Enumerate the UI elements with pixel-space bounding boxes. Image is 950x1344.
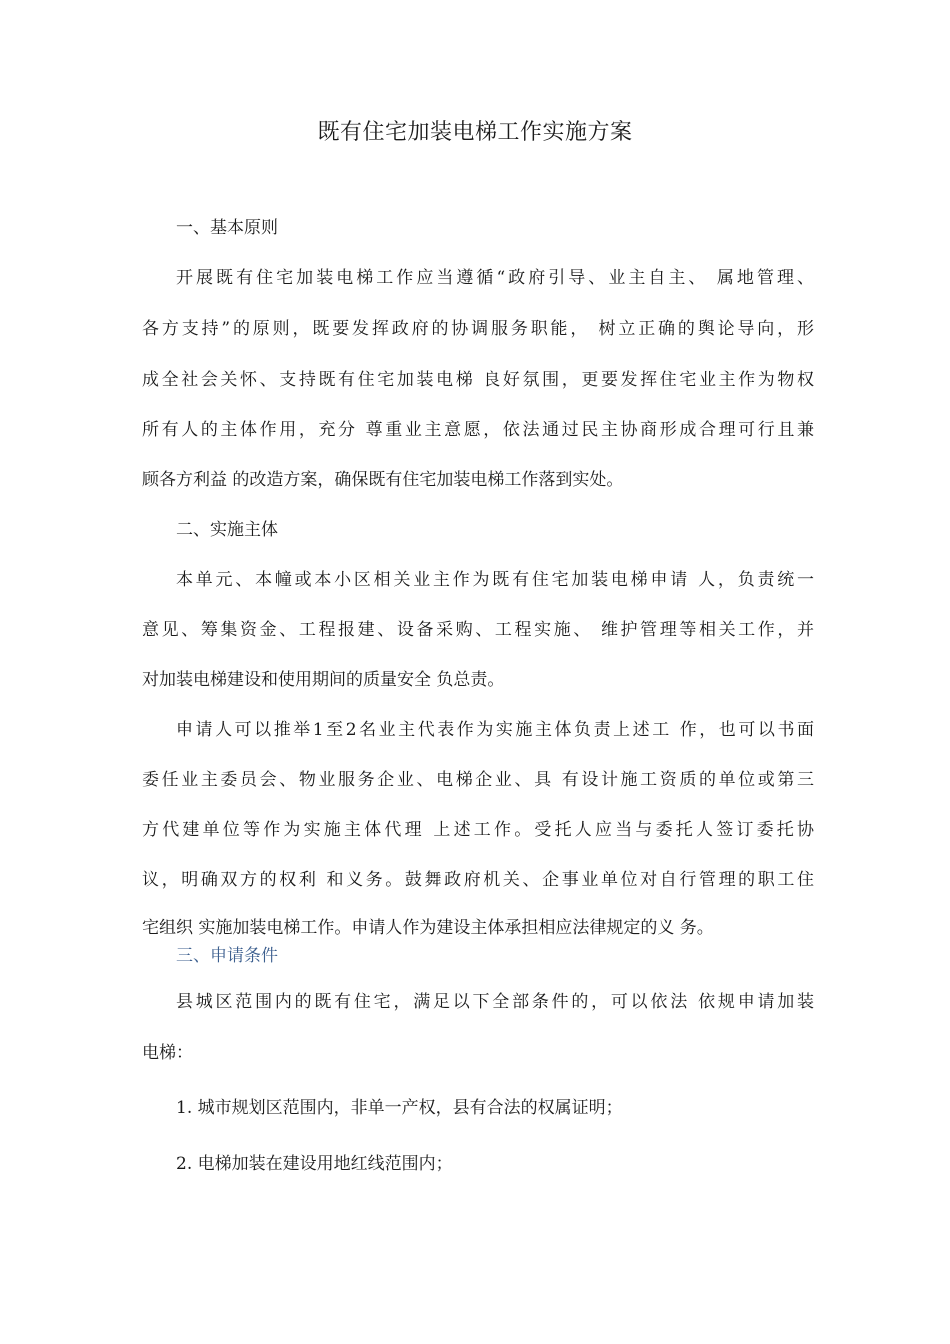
paragraph-line: 申请人可以推举1至2名业主代表作为实施主体负责上述工 作，也可以书面 bbox=[176, 720, 814, 740]
paragraph-line: 委任业主委员会、物业服务企业、电梯企业、具 有设计施工资质的单位或第三 bbox=[142, 770, 814, 790]
paragraph-line: 所有人的主体作用，充分 尊重业主意愿，依法通过民主协商形成合理可行且兼 bbox=[142, 420, 814, 440]
paragraph-line: 议，明确双方的权利 和义务。鼓舞政府机关、企事业单位对自行管理的职工住 bbox=[142, 870, 814, 890]
paragraph-line: 意见、筹集资金、工程报建、设备采购、工程实施、 维护管理等相关工作，并 bbox=[142, 620, 814, 640]
paragraph-line: 方代建单位等作为实施主体代理 上述工作。受托人应当与委托人签订委托协 bbox=[142, 820, 814, 840]
paragraph-line: 开展既有住宅加装电梯工作应当遵循“政府引导、业主自主、 属地管理、 bbox=[176, 268, 814, 288]
paragraph-line: 成全社会关怀、支持既有住宅加装电梯 良好氛围，更要发挥住宅业主作为物权 bbox=[142, 370, 814, 390]
document-title: 既有住宅加装电梯工作实施方案 bbox=[317, 120, 633, 145]
section-heading-implementer: 二、实施主体 bbox=[176, 520, 278, 540]
paragraph-line: 宅组织 实施加装电梯工作。申请人作为建设主体承担相应法律规定的义 务。 bbox=[142, 918, 714, 938]
paragraph-line: 顾各方利益 的改造方案，确保既有住宅加装电梯工作落到实处。 bbox=[142, 470, 624, 490]
paragraph-line: 县城区范围内的既有住宅，满足以下全部条件的，可以依法 依规申请加装 bbox=[176, 992, 814, 1012]
list-item: 2. 电梯加装在建设用地红线范围内； bbox=[176, 1154, 453, 1174]
section-heading-principles: 一、基本原则 bbox=[176, 218, 278, 238]
paragraph-line: 电梯： bbox=[142, 1043, 193, 1063]
paragraph-line: 本单元、本幢或本小区相关业主作为既有住宅加装电梯申请 人，负责统一 bbox=[176, 570, 814, 590]
paragraph-line: 各方支持”的原则，既要发挥政府的协调服务职能， 树立正确的舆论导向，形 bbox=[142, 319, 814, 339]
list-item: 1. 城市规划区范围内，非单一产权，县有合法的权属证明； bbox=[176, 1098, 623, 1118]
paragraph-line: 对加装电梯建设和使用期间的质量安全 负总责。 bbox=[142, 670, 505, 690]
section-heading-conditions: 三、申请条件 bbox=[176, 946, 278, 966]
